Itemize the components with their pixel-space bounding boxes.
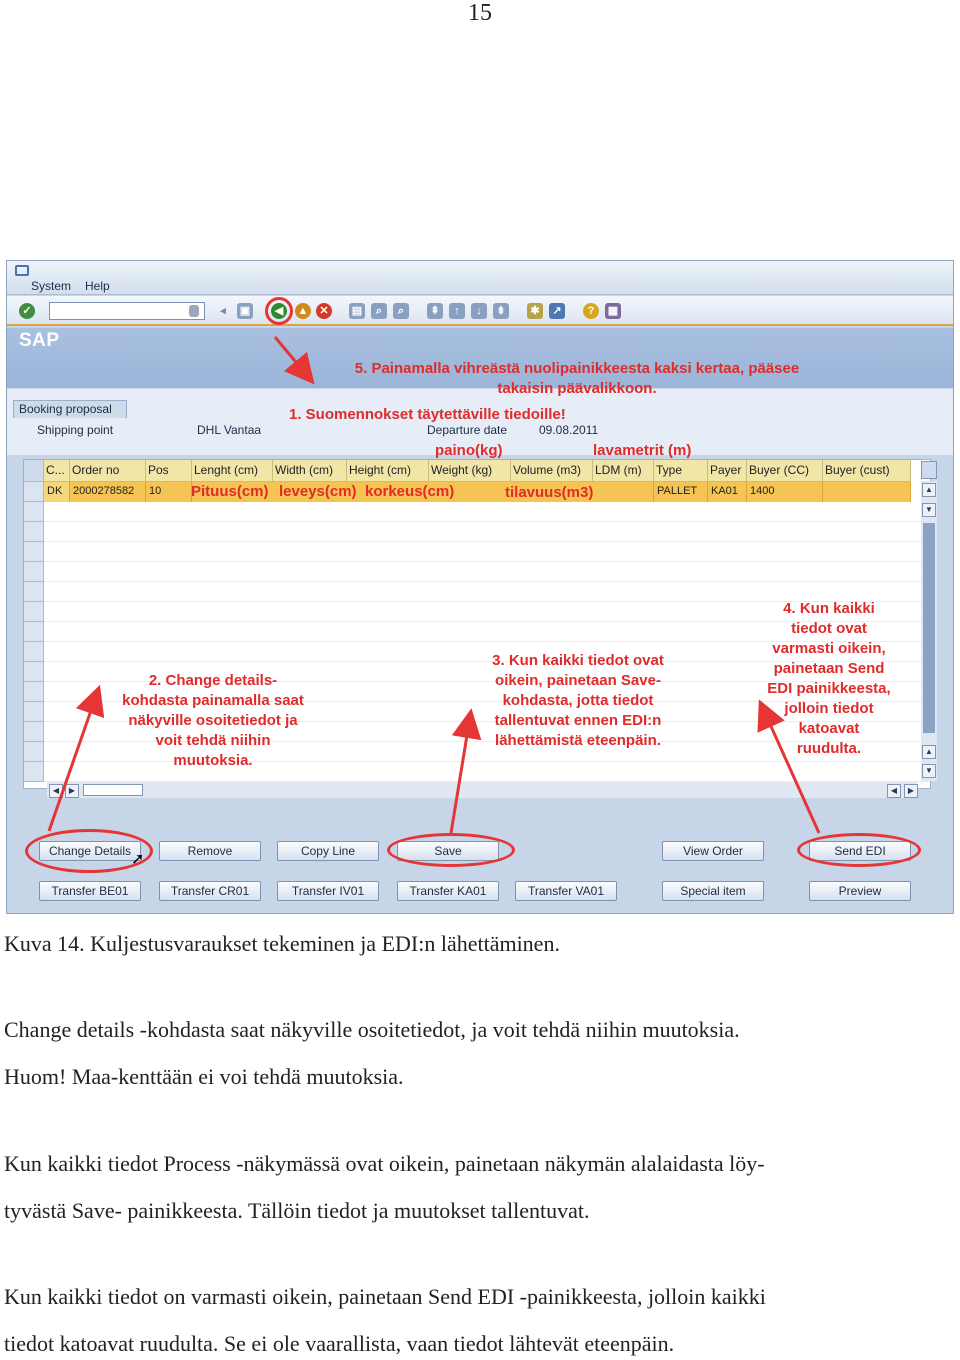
note-3-line: kohdasta, jotta tiedot — [502, 692, 654, 709]
first-page-icon[interactable]: ⇞ — [427, 303, 443, 319]
paragraph-line: Kun kaikki tiedot on varmasti oikein, painetaan Send EDI -painikkeesta, jolloin kaikki — [4, 1284, 766, 1309]
departure-date-value: 09.08.2011 — [539, 423, 599, 437]
paragraph-line: Kun kaikki tiedot Process -näkymässä ovat oikein, painetaan näkymän alalaidasta löy- — [4, 1151, 765, 1176]
note-2-line: näkyville osoitetiedot ja — [128, 712, 298, 729]
shortcut-icon[interactable]: ↗ — [549, 303, 565, 319]
note-4-line: varmasti oikein, — [772, 640, 886, 657]
transfer-cr01-button[interactable]: Transfer CR01 — [159, 881, 261, 901]
paragraph-line: Huom! Maa-kenttään ei voi tehdä muutoksia. — [4, 1064, 404, 1089]
note-2 — [103, 671, 323, 771]
new-session-icon[interactable]: ✱ — [527, 303, 543, 319]
note-4-line: 4. Kun kaikki — [783, 600, 875, 617]
cell-type[interactable]: PALLET — [654, 482, 708, 502]
note-paino: paino(kg) — [435, 442, 503, 459]
col-header-volume[interactable]: Volume (m3) — [511, 460, 593, 482]
paragraph-line: Change details -kohdasta saat näkyville osoitetiedot, ja voit tehdä niihin muutoksia. — [4, 1017, 740, 1042]
cell-payer[interactable]: KA01 — [708, 482, 747, 502]
col-header-buyer-cc[interactable]: Buyer (CC) — [747, 460, 823, 482]
note-leveys: leveys(cm) — [279, 483, 357, 500]
note-4-line: ruudulta. — [796, 740, 862, 757]
note-2-line: muutoksia. — [173, 752, 253, 769]
paragraph-3 — [4, 1273, 936, 1360]
col-header-pos[interactable]: Pos — [146, 460, 192, 482]
note-4-line: jolloin tiedot — [784, 700, 874, 717]
scroll-end-right-icon[interactable]: ▶ — [904, 784, 918, 798]
view-order-button[interactable]: View Order — [662, 841, 764, 861]
paragraph-line: tiedot katoavat ruudulta. Se ei ole vaarallista, vaan tiedot lähtevät eteenpäin. — [4, 1331, 675, 1356]
next-page-icon[interactable]: ↓ — [471, 303, 487, 319]
cell-buyer-cc[interactable]: 1400 — [747, 482, 823, 502]
help-icon[interactable]: ? — [583, 303, 599, 319]
col-header-buyer-cust[interactable]: Buyer (cust) — [823, 460, 911, 482]
scroll-down-icon[interactable]: ▼ — [922, 764, 936, 778]
note-tilavuus: tilavuus(m3) — [505, 484, 594, 501]
shipping-point-value: DHL Vantaa — [197, 423, 262, 437]
note-5-line2: takaisin päävalikkoon. — [497, 380, 657, 397]
scroll-left-icon[interactable]: ◀ — [49, 784, 63, 798]
note-3-line: lähettämistä eteenpäin. — [495, 732, 661, 749]
note-3-line: tallentuvat ennen EDI:n — [494, 712, 662, 729]
print-icon[interactable]: ▤ — [349, 303, 365, 319]
previous-page-icon[interactable]: ↑ — [449, 303, 465, 319]
scroll-end-left-icon[interactable]: ◀ — [887, 784, 901, 798]
preview-button[interactable]: Preview — [809, 881, 911, 901]
layout-menu-icon[interactable]: ▦ — [605, 303, 621, 319]
cell-pos[interactable]: 10 — [146, 482, 192, 502]
enter-icon[interactable]: ✓ — [19, 303, 35, 319]
find-next-icon[interactable]: ⌕ — [393, 303, 409, 319]
menu-help[interactable]: Help — [85, 279, 110, 293]
paragraph-line: tyvästä Save- painikkeesta. Tällöin tiedot ja muutokset tallentuvat. — [4, 1198, 590, 1223]
note-3-line: 3. Kun kaikki tiedot ovat — [492, 652, 664, 669]
col-header-country[interactable]: C... — [44, 460, 70, 482]
col-header-type[interactable]: Type — [654, 460, 708, 482]
note-4-line: tiedot ovat — [791, 620, 867, 637]
note-4 — [743, 599, 915, 759]
note-2-line: voit tehdä niihin — [155, 732, 271, 749]
note-4-line: EDI painikkeesta, — [767, 680, 891, 697]
sap-logo: SAP — [19, 330, 60, 351]
col-header-height[interactable]: Height (cm) — [347, 460, 429, 482]
note-3-line: oikein, painetaan Save- — [495, 672, 661, 689]
note-2-line: 2. Change details- — [148, 672, 278, 689]
note-1: 1. Suomennokset täytettäville tiedoille! — [289, 406, 566, 423]
special-item-button[interactable]: Special item — [662, 881, 764, 901]
col-header-width[interactable]: Width (cm) — [273, 460, 347, 482]
cell-order-no[interactable]: 2000278582 — [70, 482, 146, 502]
save-icon[interactable]: ▣ — [237, 303, 253, 319]
note-3 — [473, 651, 683, 751]
note-4-line: painetaan Send — [773, 660, 885, 677]
scroll-page-down-icon[interactable]: ▲ — [922, 745, 936, 759]
copy-line-button[interactable]: Copy Line — [277, 841, 379, 861]
shipping-point-label: Shipping point — [37, 423, 114, 437]
note-4-line: katoavat — [798, 720, 860, 737]
send-edi-button[interactable]: Send EDI — [809, 841, 911, 861]
transfer-ka01-button[interactable]: Transfer KA01 — [397, 881, 499, 901]
back-icon[interactable]: ◀ — [271, 303, 287, 319]
figure-caption: Kuva 14. Kuljestusvaraukset tekeminen ja EDI:n lähettäminen. — [4, 931, 560, 956]
col-header-length[interactable]: Lenght (cm) — [192, 460, 273, 482]
exit-icon[interactable]: ▲ — [295, 303, 311, 319]
remove-button[interactable]: Remove — [159, 841, 261, 861]
scroll-up-icon[interactable]: ▲ — [922, 483, 936, 497]
last-page-icon[interactable]: ⇟ — [493, 303, 509, 319]
paragraph-2 — [4, 1140, 936, 1234]
departure-date-label: Departure date — [427, 423, 508, 437]
cell-country[interactable]: DK — [44, 482, 70, 502]
menu-system[interactable]: System — [31, 279, 72, 293]
tab-booking-proposal[interactable]: Booking proposal — [13, 400, 127, 418]
col-header-weight[interactable]: Weight (kg) — [429, 460, 511, 482]
cancel-icon[interactable]: ✕ — [316, 303, 332, 319]
prev-icon[interactable]: ◂ — [220, 305, 226, 317]
note-lavametrit: lavametrit (m) — [593, 442, 692, 459]
change-details-button[interactable]: Change Details — [39, 841, 141, 861]
note-5-line1: 5. Painamalla vihreästä nuolipainikkeesta kaksi kertaa, pääsee — [354, 360, 800, 377]
note-pituus: Pituus(cm) — [191, 483, 269, 500]
arrow-save — [451, 723, 469, 833]
col-header-order-no[interactable]: Order no — [70, 460, 146, 482]
transfer-iv01-button[interactable]: Transfer IV01 — [277, 881, 379, 901]
paragraph-1 — [4, 1006, 936, 1100]
find-icon[interactable]: ⌕ — [371, 303, 387, 319]
scroll-page-up-icon[interactable]: ▼ — [922, 503, 936, 517]
transfer-be01-button[interactable]: Transfer BE01 — [39, 881, 141, 901]
page-number: 15 — [468, 0, 492, 26]
note-korkeus: korkeus(cm) — [365, 483, 455, 500]
save-button[interactable]: Save — [397, 841, 499, 861]
note-2-line: kohdasta painamalla saat — [122, 692, 304, 709]
transfer-va01-button[interactable]: Transfer VA01 — [515, 881, 617, 901]
scroll-right-icon[interactable]: ▶ — [65, 784, 79, 798]
col-header-payer[interactable]: Payer — [708, 460, 747, 482]
arrow-change-details — [49, 699, 95, 831]
col-header-ldm[interactable]: LDM (m) — [593, 460, 654, 482]
sap-screenshot — [6, 260, 954, 914]
mouse-cursor-icon: ➚ — [131, 851, 145, 868]
